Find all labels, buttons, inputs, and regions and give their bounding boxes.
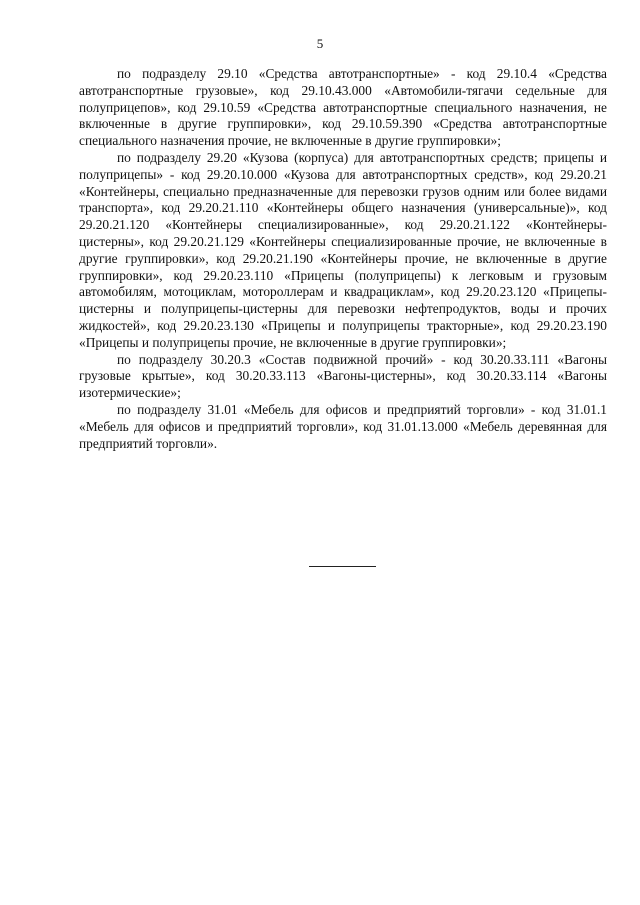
page-number: 5 [316,36,324,51]
paragraph-subsection-30-20-3: по подразделу 30.20.3 «Состав подвижной прочий» - код 30.20.33.111 «Вагоны грузовые крытые», код 30.20.33.113 «Вагоны-цистерны», код 30.20.33.114 «Вагоны изотермические»; [79,351,607,401]
paragraph-subsection-29-20: по подразделу 29.20 «Кузова (корпуса) для автотранспортных средств; прицепы и полуприцепы» - код 29.20.10.000 «Кузова для автотранспортных средств», код 29.20.21 «Контейнеры, специально предназначенные для перевозки грузов одним или более видами транспорта», код 29.20.21.110 «Контейнеры общего назначения (универсальные)», код 29.20.21.120 «Контейнеры специализированные», код 29.20.21.122 «Контейнеры-цистерны», код 29.20.21.129 «Контейнеры специализированные прочие, не включенные в другие группировки», код 29.20.21.190 «Контейнеры прочие, не включенные в другие группировки», код 29.20.23.110 «Прицепы (полуприцепы) к легковым и грузовым автомобилям, мотоциклам, мотороллерам и квадрациклам», код 29.20.23.120 «Прицепы-цистерны и полуприцепы-цистерны для перевозки нефтепродуктов, воды и прочих жидкостей», код 29.20.23.130 «Прицепы и полуприцепы тракторные», код 29.20.23.190 «Прицепы и полуприцепы прочие, не включенные в другие группировки»; [79,149,607,350]
paragraph-subsection-29-10: по подразделу 29.10 «Средства автотранспортные» - код 29.10.4 «Средства автотранспортные грузовые», код 29.10.43.000 «Автомобили-тягачи седельные для полуприцепов», код 29.10.59 «Средства автотранспортные специального назначения, не включенные в другие группировки», код 29.10.59.390 «Средства автотранспортные специального назначения прочие, не включенные в другие группировки»; [79,66,607,149]
end-of-document-rule [309,566,376,567]
paragraph-subsection-31-01: по подразделу 31.01 «Мебель для офисов и предприятий торговли» - код 31.01.1 «Мебель для офисов и предприятий торговли», код 31.01.13.000 «Мебель деревянная для предприятий торговли». [79,401,607,451]
document-body [79,66,607,452]
